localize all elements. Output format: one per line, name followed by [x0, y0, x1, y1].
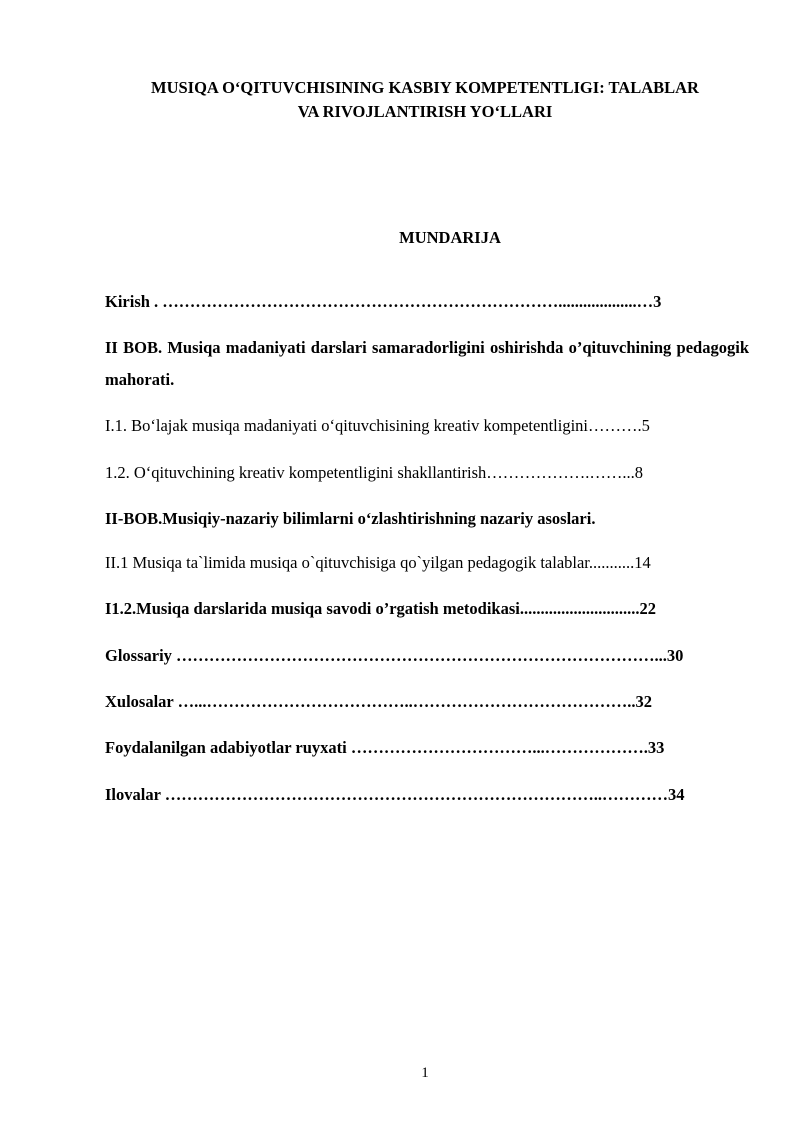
toc-entry-kirish: Kirish . ………………………………………………………………...................…3 [105, 292, 662, 311]
toc-entry-section-2-2: I1.2.Musiqa darslarida musiqa savodi o’rgatish metodikasi.............................22 [105, 599, 656, 618]
document-title [60, 76, 790, 124]
toc-entry-glossariy: Glossariy ……………………………………………………………………………...30 [105, 646, 684, 665]
toc-entry-adabiyotlar: Foydalanilgan adabiyotlar ruyxati ……………………………...……………….33 [105, 738, 665, 757]
page-number: 1 [421, 1065, 429, 1081]
toc-entry-chapter-1: II BOB. Musiqa madaniyati darslari samaradorligini oshirishda o’qituvchining pedagogik mahorati. [105, 338, 749, 389]
toc-heading: MUNDARIJA [399, 228, 501, 247]
toc-entry-chapter-2: II-BOB.Musiqiy-nazariy bilimlarni o‘zlashtirishning nazariy asoslari. [105, 509, 596, 528]
toc-entry-ilovalar: Ilovalar ……………………………………………………………………..…………34 [105, 785, 685, 804]
document-title-line-2: VA RIVOJLANTIRISH YO‘LLARI [297, 102, 553, 121]
toc-entry-section-1-1: I.1. Bo‘lajak musiqa madaniyati o‘qituvchisining kreativ kompetentligini……….5 [105, 416, 650, 435]
document-title-line-1: MUSIQA O‘QITUVCHISINING KASBIY KOMPETENTLIGI: TALABLAR [151, 78, 699, 97]
toc-entry-section-2-1: II.1 Musiqa ta`limida musiqa o`qituvchisiga qo`yilgan pedagogik talablar...........14 [105, 553, 651, 572]
toc-entry-xulosalar: Xulosalar …...………………………………..…………………………………..32 [105, 692, 652, 711]
toc-entry-section-1-2: 1.2. O‘qituvchining kreativ kompetentligini shakllantirish……………….……...8 [105, 463, 644, 482]
